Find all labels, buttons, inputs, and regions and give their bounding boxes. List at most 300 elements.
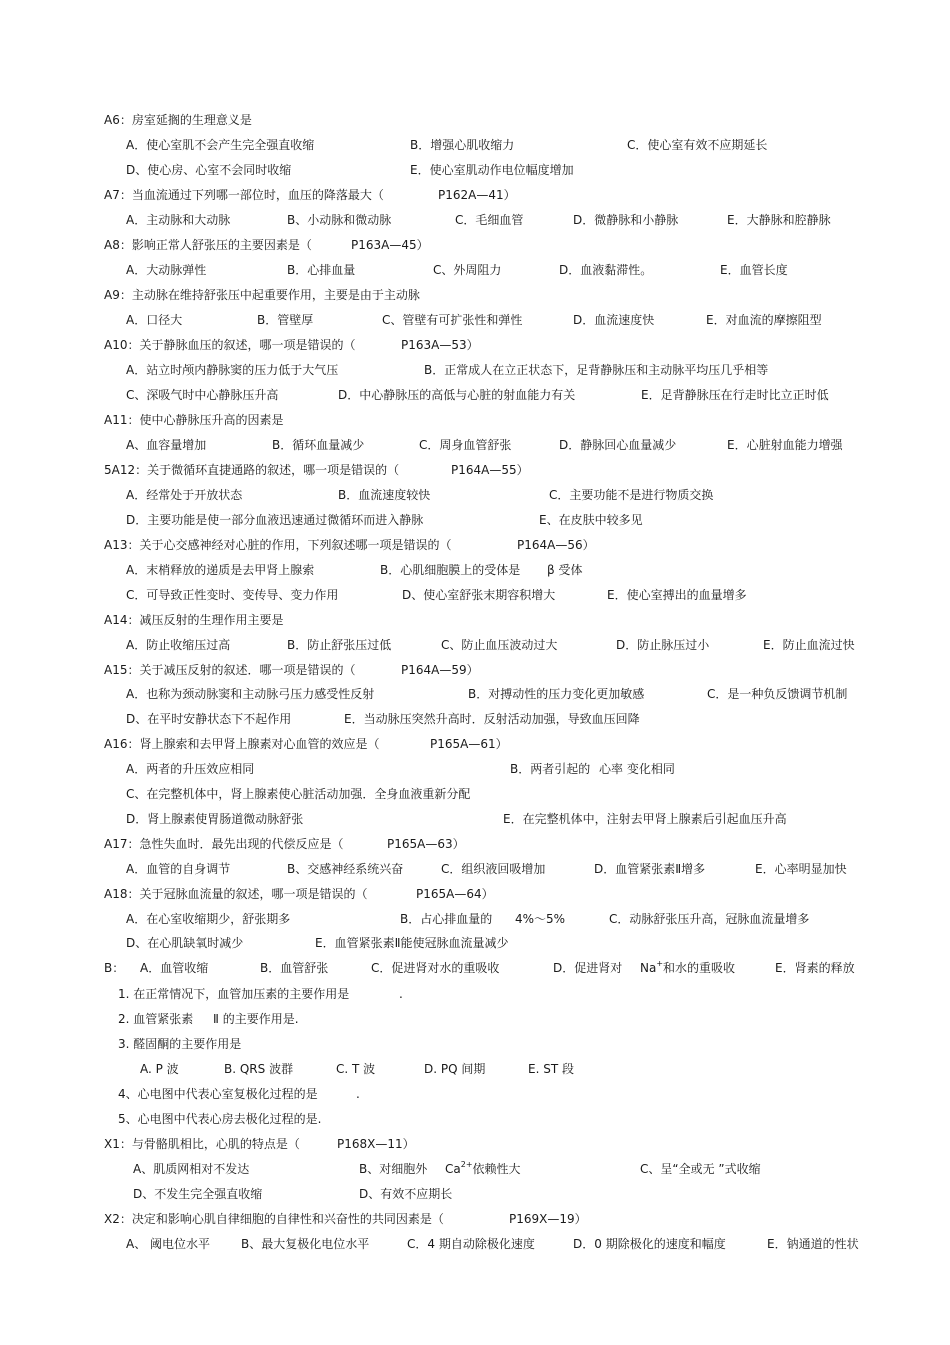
segment-text: 5A12：关于微循环直捷通路的叙述，哪一项是错误的（ xyxy=(104,463,400,477)
segment-text: C、外周阻力 xyxy=(433,263,502,277)
text-segment xyxy=(430,734,508,754)
text-segment xyxy=(118,1084,318,1104)
text-line xyxy=(0,610,950,630)
text-segment xyxy=(627,135,767,155)
text-segment xyxy=(260,958,328,978)
segment-text: C．4 期自动除极化速度 xyxy=(407,1237,535,1251)
text-line xyxy=(0,958,950,978)
text-line xyxy=(0,660,950,680)
text-segment xyxy=(547,560,582,580)
segment-text: C．使心室有效不应期延长 xyxy=(627,138,768,152)
text-segment xyxy=(387,834,465,854)
text-line xyxy=(0,385,950,405)
segment-text: P163A—45） xyxy=(351,238,429,252)
text-segment xyxy=(416,884,494,904)
text-line xyxy=(0,235,950,255)
text-segment xyxy=(118,1034,241,1054)
text-segment xyxy=(438,185,516,205)
text-segment xyxy=(104,110,252,130)
text-segment xyxy=(344,709,640,729)
segment-text: B．增强心肌收缩力 xyxy=(410,138,515,152)
segment-text: 4%～5% xyxy=(515,912,566,926)
segment-text: E．心率明显加快 xyxy=(755,862,847,876)
superscript: + xyxy=(656,959,664,968)
text-segment xyxy=(553,958,622,978)
text-segment xyxy=(727,210,831,230)
text-segment xyxy=(755,859,847,879)
segment-text: 心率 变化相同 xyxy=(599,762,675,776)
segment-text: A9：主动脉在维持舒张压中起重要作用，主要是由于主动脉 xyxy=(104,288,420,302)
text-segment xyxy=(104,884,367,904)
text-segment xyxy=(287,635,391,655)
text-line xyxy=(0,435,950,455)
segment-text-after: 和水的重吸收 xyxy=(663,961,736,975)
text-segment xyxy=(104,335,355,355)
segment-text: A．经常处于开放状态 xyxy=(126,488,243,502)
text-segment xyxy=(400,909,492,929)
text-segment xyxy=(118,1009,193,1029)
text-segment xyxy=(133,1184,262,1204)
text-segment xyxy=(380,560,520,580)
text-segment xyxy=(118,984,349,1004)
text-line xyxy=(0,1134,950,1154)
text-segment xyxy=(104,410,283,430)
text-segment xyxy=(104,535,451,555)
text-segment xyxy=(528,1059,574,1079)
text-segment xyxy=(559,435,676,455)
text-line xyxy=(0,1034,950,1054)
segment-text: X2：决定和影响心肌自律细胞的自律性和兴奋性的共同因素是（ xyxy=(104,1212,444,1226)
text-segment xyxy=(515,909,565,929)
segment-text: A15：关于减压反射的叙述．哪一项是错误的（ xyxy=(104,663,356,677)
text-line xyxy=(0,585,950,605)
segment-text: D．微静脉和小静脉 xyxy=(573,213,679,227)
text-segment xyxy=(104,1134,300,1154)
text-line xyxy=(0,335,950,355)
text-segment xyxy=(424,1059,485,1079)
text-line xyxy=(0,160,950,180)
segment-text: C．是一种负反馈调节机制 xyxy=(707,687,848,701)
segment-text: C．可导致正性变时、变传导、变力作用 xyxy=(126,588,339,602)
text-segment xyxy=(104,834,343,854)
segment-text: E．钠通道的性状 xyxy=(767,1237,859,1251)
text-segment xyxy=(338,385,575,405)
text-segment xyxy=(509,1209,587,1229)
segment-text: C．周身血管舒张 xyxy=(419,438,512,452)
text-line xyxy=(0,460,950,480)
text-segment xyxy=(104,660,355,680)
text-segment xyxy=(126,684,374,704)
text-segment xyxy=(126,709,291,729)
text-line xyxy=(0,734,950,754)
text-line xyxy=(0,1059,950,1079)
segment-text: D、有效不应期长 xyxy=(359,1187,453,1201)
segment-text: A．血管的自身调节 xyxy=(126,862,231,876)
segment-text: A．口径大 xyxy=(126,313,183,327)
segment-text: B： xyxy=(104,961,125,975)
segment-text: B. QRS 波群 xyxy=(224,1062,294,1076)
text-segment xyxy=(241,1234,369,1254)
text-segment xyxy=(336,1059,375,1079)
text-segment xyxy=(573,210,678,230)
text-segment xyxy=(641,385,829,405)
segment-text: P169X—19） xyxy=(509,1212,587,1226)
segment-text: D、不发生完全强直收缩 xyxy=(133,1187,263,1201)
segment-text: A6：房室延搁的生理意义是 xyxy=(104,113,252,127)
text-segment xyxy=(126,859,230,879)
segment-text: B、交感神经系统兴奋 xyxy=(287,862,404,876)
text-segment xyxy=(287,260,355,280)
segment-text: B．心排血量 xyxy=(287,263,356,277)
text-line xyxy=(0,759,950,779)
segment-text: A17：急性失血时．最先出现的代偿反应是（ xyxy=(104,837,344,851)
text-segment xyxy=(126,485,242,505)
text-segment xyxy=(140,1059,179,1079)
segment-text: Ca xyxy=(445,1162,461,1176)
segment-text: D、在心肌缺氧时减少 xyxy=(126,936,244,950)
segment-text: A．两者的升压效应相同 xyxy=(126,762,255,776)
segment-text: D．血液黏滞性。 xyxy=(559,263,653,277)
text-segment xyxy=(104,285,420,305)
segment-text: 3. 醛固酮的主要作用是 xyxy=(118,1037,242,1051)
text-line xyxy=(0,834,950,854)
text-line xyxy=(0,1209,950,1229)
text-segment xyxy=(559,260,652,280)
text-segment xyxy=(609,909,809,929)
text-segment xyxy=(503,809,787,829)
text-segment xyxy=(410,160,574,180)
segment-text: E．大静脉和腔静脉 xyxy=(727,213,831,227)
text-segment xyxy=(399,984,403,1004)
segment-text: D．促进肾对 xyxy=(553,961,623,975)
text-line xyxy=(0,1234,950,1254)
segment-text: . xyxy=(356,1087,360,1101)
text-segment xyxy=(599,759,675,779)
text-line xyxy=(0,684,950,704)
text-segment xyxy=(126,435,206,455)
text-segment xyxy=(272,435,364,455)
text-segment xyxy=(727,435,843,455)
segment-text: E. ST 段 xyxy=(528,1062,574,1076)
text-segment xyxy=(126,909,290,929)
text-segment xyxy=(287,859,403,879)
text-segment xyxy=(720,260,788,280)
segment-text: C．主要功能不是进行物质交换 xyxy=(549,488,714,502)
segment-text: D．血管紧张素Ⅱ增多 xyxy=(594,862,706,876)
segment-text: E．防止血流过快 xyxy=(763,638,855,652)
text-segment xyxy=(401,660,479,680)
superscript: 2+ xyxy=(460,1160,473,1169)
text-line xyxy=(0,1084,950,1104)
segment-text: A．主动脉和大动脉 xyxy=(126,213,231,227)
segment-text: . xyxy=(399,987,403,1001)
text-segment xyxy=(402,585,555,605)
segment-text: C. T 波 xyxy=(336,1062,376,1076)
text-segment xyxy=(104,235,312,255)
segment-text: E．当动脉压突然升高时．反射活动加强，导致血压回降 xyxy=(344,712,640,726)
segment-text: D．静脉回心血量减少 xyxy=(559,438,677,452)
segment-text: D．防止脉压过小 xyxy=(616,638,710,652)
text-line xyxy=(0,909,950,929)
text-line xyxy=(0,260,950,280)
text-segment xyxy=(213,1009,299,1029)
text-segment xyxy=(410,135,514,155)
text-segment xyxy=(407,1234,535,1254)
text-segment xyxy=(371,958,499,978)
segment-text: E．血管长度 xyxy=(720,263,788,277)
segment-text: X1：与骨骼肌相比，心肌的特点是（ xyxy=(104,1137,300,1151)
text-segment xyxy=(337,1134,415,1154)
text-segment xyxy=(775,958,855,978)
text-line xyxy=(0,933,950,953)
segment-text: D．中心静脉压的高低与心脏的射血能力有关 xyxy=(338,388,576,402)
text-segment xyxy=(315,933,509,953)
text-line xyxy=(0,984,950,1004)
segment-text: D、使心室舒张末期容积增大 xyxy=(402,588,556,602)
segment-text: A10：关于静脉血压的叙述，哪一项是错误的（ xyxy=(104,338,356,352)
text-segment xyxy=(359,1184,452,1204)
segment-text: E、在皮肤中较多见 xyxy=(539,513,643,527)
text-segment xyxy=(287,210,391,230)
text-line xyxy=(0,1009,950,1029)
segment-text: D．肾上腺素使胃肠道微动脉舒张 xyxy=(126,812,304,826)
text-segment xyxy=(224,1059,293,1079)
text-segment xyxy=(359,1159,427,1179)
segment-text: 1. 在正常情况下，血管加压素的主要作用是 xyxy=(118,987,350,1001)
text-line xyxy=(0,560,950,580)
segment-text: A、血容量增加 xyxy=(126,438,207,452)
segment-text: 2. 血管紧张素 xyxy=(118,1012,194,1026)
text-segment xyxy=(539,510,643,530)
text-segment xyxy=(126,635,230,655)
segment-text: E．在完整机体中，注射去甲肾上腺素后引起血压升高 xyxy=(503,812,787,826)
segment-text: E．对血流的摩擦阻型 xyxy=(706,313,822,327)
segment-text: C、管壁有可扩张性和弹性 xyxy=(382,313,523,327)
text-segment xyxy=(118,1109,321,1129)
segment-text: A7：当血流通过下列哪一部位时，血压的降落最大（ xyxy=(104,188,384,202)
segment-text: E．心脏射血能力增强 xyxy=(727,438,843,452)
text-segment xyxy=(104,185,384,205)
text-line xyxy=(0,1159,950,1179)
text-line xyxy=(0,784,950,804)
text-segment xyxy=(126,759,254,779)
text-segment xyxy=(401,335,479,355)
segment-text: B、对细胞外 xyxy=(359,1162,428,1176)
text-segment xyxy=(455,210,523,230)
segment-text: A13：关于心交感神经对心脏的作用，下列叙述哪一项是错误的（ xyxy=(104,538,452,552)
text-segment xyxy=(126,585,338,605)
text-segment xyxy=(451,460,529,480)
segment-text: B．血流速度较快 xyxy=(338,488,431,502)
segment-text: C、防止血压波动过大 xyxy=(441,638,558,652)
text-segment xyxy=(707,684,847,704)
text-segment xyxy=(104,1209,444,1229)
segment-text: A、肌质网相对不发达 xyxy=(133,1162,250,1176)
text-segment xyxy=(607,585,747,605)
segment-text: A8：影响正常人舒张压的主要因素是（ xyxy=(104,238,312,252)
segment-text: B．循环血量减少 xyxy=(272,438,365,452)
text-segment xyxy=(104,610,283,630)
segment-text: B．正常成人在立正状态下，足背静脉压和主动脉平均压几乎相等 xyxy=(424,363,769,377)
segment-text: D、在平时安静状态下不起作用 xyxy=(126,712,292,726)
segment-text: P164A—55） xyxy=(451,463,529,477)
text-segment xyxy=(338,485,430,505)
segment-text: C、深吸气时中心静脉压升高 xyxy=(126,388,279,402)
segment-text: C、在完整机体中，肾上腺素使心脏活动加强．全身血液重新分配 xyxy=(126,787,471,801)
text-segment xyxy=(126,1234,210,1254)
text-segment xyxy=(257,310,313,330)
text-segment xyxy=(767,1234,859,1254)
text-segment xyxy=(351,235,429,255)
text-segment xyxy=(126,360,338,380)
text-segment xyxy=(549,485,713,505)
text-segment xyxy=(104,734,379,754)
segment-text: B．心肌细胞膜上的受体是 xyxy=(380,563,521,577)
text-segment xyxy=(594,859,705,879)
segment-text: B．对搏动性的压力变化更加敏感 xyxy=(468,687,645,701)
segment-text: Na xyxy=(640,961,657,975)
segment-text: P165A—63） xyxy=(387,837,465,851)
segment-text: E．血管紧张素Ⅱ能使冠脉血流量减少 xyxy=(315,936,509,950)
text-segment xyxy=(517,535,595,555)
text-line xyxy=(0,510,950,530)
text-segment xyxy=(126,135,314,155)
text-line xyxy=(0,709,950,729)
segment-text: 4、心电图中代表心室复极化过程的是 xyxy=(118,1087,318,1101)
segment-text: E．足背静脉压在行走时比立正时低 xyxy=(641,388,829,402)
segment-text: P164A—56） xyxy=(517,538,595,552)
segment-text: A. P 波 xyxy=(140,1062,179,1076)
text-line xyxy=(0,1184,950,1204)
segment-text: B．血管舒张 xyxy=(260,961,329,975)
text-line xyxy=(0,210,950,230)
segment-text: A、 阈电位水平 xyxy=(126,1237,211,1251)
segment-text: A．血管收缩 xyxy=(140,961,209,975)
text-segment xyxy=(382,310,522,330)
segment-text: B、最大复极化电位水平 xyxy=(241,1237,370,1251)
segment-text: A．也称为颈动脉窦和主动脉弓压力感受性反射 xyxy=(126,687,375,701)
segment-text: A14：减压反射的生理作用主要是 xyxy=(104,613,284,627)
segment-text: D．血流速度快 xyxy=(573,313,655,327)
segment-text: A．站立时颅内静脉窦的压力低于大气压 xyxy=(126,363,339,377)
text-segment xyxy=(104,958,124,978)
text-segment xyxy=(616,635,709,655)
segment-text: A．防止收缩压过高 xyxy=(126,638,231,652)
text-line xyxy=(0,110,950,130)
text-segment xyxy=(433,260,501,280)
text-line xyxy=(0,360,950,380)
segment-text: B．占心排血量的 xyxy=(400,912,493,926)
segment-text: D．0 期除极化的速度和幅度 xyxy=(573,1237,726,1251)
text-segment xyxy=(126,560,314,580)
segment-text: E．肾素的释放 xyxy=(775,961,855,975)
segment-text-after: 依赖性大 xyxy=(472,1162,521,1176)
text-line xyxy=(0,135,950,155)
segment-text: P165A—61） xyxy=(430,737,508,751)
segment-text: P165A—64） xyxy=(416,887,494,901)
text-segment xyxy=(126,510,423,530)
segment-text: P168X—11） xyxy=(337,1137,415,1151)
segment-text: 5、心电图中代表心房去极化过程的是. xyxy=(118,1112,322,1126)
segment-text: β 受体 xyxy=(547,563,583,577)
text-line xyxy=(0,535,950,555)
text-line xyxy=(0,285,950,305)
text-segment xyxy=(510,759,590,779)
text-segment xyxy=(573,310,654,330)
text-segment xyxy=(356,1084,360,1104)
text-segment xyxy=(640,958,735,978)
text-segment xyxy=(126,260,206,280)
segment-text: B．两者引起的 xyxy=(510,762,591,776)
text-segment xyxy=(445,1159,521,1179)
text-segment xyxy=(104,460,399,480)
text-segment xyxy=(140,958,208,978)
text-segment xyxy=(441,859,545,879)
segment-text: C．组织液回吸增加 xyxy=(441,862,546,876)
text-segment xyxy=(126,385,278,405)
segment-text: D、使心房、心室不会同时收缩 xyxy=(126,163,292,177)
text-segment xyxy=(706,310,822,330)
text-segment xyxy=(126,160,291,180)
segment-text: P163A—53） xyxy=(401,338,479,352)
segment-text: A．末梢释放的递质是去甲肾上腺索 xyxy=(126,563,315,577)
segment-text: A16：肾上腺索和去甲肾上腺素对心血管的效应是（ xyxy=(104,737,380,751)
segment-text: D. PQ 间期 xyxy=(424,1062,486,1076)
segment-text: C．促进肾对水的重吸收 xyxy=(371,961,500,975)
text-segment xyxy=(424,360,768,380)
text-segment xyxy=(763,635,855,655)
text-segment xyxy=(468,684,644,704)
text-segment xyxy=(126,933,243,953)
text-segment xyxy=(640,1159,761,1179)
segment-text: A．使心室肌不会产生完全强直收缩 xyxy=(126,138,315,152)
text-segment xyxy=(441,635,557,655)
segment-text: C．毛细血管 xyxy=(455,213,524,227)
text-line xyxy=(0,859,950,879)
segment-text: C、呈“全或无 ”式收缩 xyxy=(640,1162,761,1176)
text-segment xyxy=(126,784,470,804)
text-segment xyxy=(126,310,182,330)
text-segment xyxy=(126,809,303,829)
segment-text: Ⅱ 的主要作用是. xyxy=(213,1012,299,1026)
segment-text: P162A—41） xyxy=(438,188,516,202)
segment-text: E．使心室搏出的血量增多 xyxy=(607,588,747,602)
segment-text: B、小动脉和微动脉 xyxy=(287,213,392,227)
text-segment xyxy=(126,210,230,230)
segment-text: A11：使中心静脉压升高的因素是 xyxy=(104,413,284,427)
segment-text: E．使心室肌动作电位幅度增加 xyxy=(410,163,574,177)
text-segment xyxy=(573,1234,726,1254)
segment-text: B．管壁厚 xyxy=(257,313,314,327)
segment-text: C．动脉舒张压升高，冠脉血流量增多 xyxy=(609,912,810,926)
segment-text: B．防止舒张压过低 xyxy=(287,638,392,652)
text-line xyxy=(0,410,950,430)
segment-text: D．主要功能是使一部分血液迅速通过微循环而进入静脉 xyxy=(126,513,424,527)
text-line xyxy=(0,1109,950,1129)
text-line xyxy=(0,185,950,205)
segment-text: A．大动脉弹性 xyxy=(126,263,207,277)
segment-text: A18：关于冠脉血流量的叙述，哪一项是错误的（ xyxy=(104,887,368,901)
text-line xyxy=(0,310,950,330)
text-line xyxy=(0,635,950,655)
text-line xyxy=(0,809,950,829)
text-line xyxy=(0,485,950,505)
segment-text: A．在心室收缩期少，舒张期多 xyxy=(126,912,291,926)
text-line xyxy=(0,884,950,904)
text-segment xyxy=(419,435,511,455)
segment-text: P164A—59） xyxy=(401,663,479,677)
text-segment xyxy=(133,1159,249,1179)
